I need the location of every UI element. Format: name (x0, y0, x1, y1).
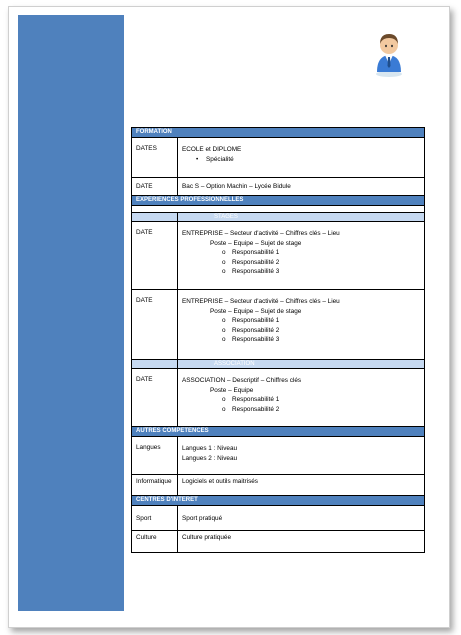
list-item: • Spécialité (196, 155, 234, 163)
row-label: DATE (132, 369, 178, 427)
section-header-formation: FORMATION (132, 128, 425, 138)
section-header-experiences: EXPERIENCES PROFESSIONNELLES (132, 196, 425, 206)
user-avatar-icon (374, 26, 404, 78)
section-header-centres: CENTRES D'INTERET (132, 496, 425, 506)
section-header-competences: AUTRES COMPETENCES (132, 427, 425, 437)
spacer-row (132, 206, 425, 213)
formation-row (132, 178, 425, 196)
experience-row (132, 222, 425, 290)
competence-row (132, 437, 425, 475)
cv-table (131, 127, 425, 553)
row-label: DATE (132, 222, 178, 290)
list-item: o Responsabilité 3 (222, 268, 280, 275)
row-content: Sport pratiqué (178, 506, 425, 531)
row-label: Informatique (132, 475, 178, 496)
row-label: Langues (132, 437, 178, 475)
experience-row (132, 290, 425, 360)
list-item: o Responsabilité 1 (222, 249, 280, 256)
interest-row (132, 531, 425, 553)
list-item: o Responsabilité 1 (222, 396, 280, 403)
position-line: Poste – Equipe – Sujet de stage (210, 239, 302, 247)
list-item: o Responsabilité 2 (222, 258, 280, 266)
association-row (132, 369, 425, 427)
row-content (178, 138, 425, 178)
position-line: Poste – Equipe (210, 386, 254, 394)
row-content: Logiciels et outils maitrisés (178, 475, 425, 496)
formation-title: Bac S – Option Machin – Lycée Bidule (178, 178, 425, 196)
row-content: Culture pratiquée (178, 531, 425, 553)
position-line: Poste – Equipe – Sujet de stage (210, 307, 302, 315)
formation-title: ECOLE et DIPLOME (182, 146, 242, 153)
company-line: ENTREPRISE – Secteur d'activité – Chiffres clés – Lieu (182, 298, 340, 305)
list-item: o Responsabilité 3 (222, 336, 280, 343)
row-label: DATE (132, 178, 178, 196)
list-item: o Responsabilité 2 (222, 326, 280, 334)
row-content: Langues 1 : Niveau Langues 2 : Niveau (178, 437, 425, 475)
formation-row (132, 138, 425, 178)
company-line: ENTREPRISE – Secteur d'activité – Chiffres clés – Lieu (182, 230, 340, 237)
bullet-marker: • (196, 155, 199, 163)
row-label: DATE (132, 290, 178, 360)
subsection-header-association: ASSOCIATION (178, 360, 425, 369)
row-label: DATES (132, 138, 178, 178)
association-line: ASSOCIATION – Descriptif – Chiffres clés (182, 377, 302, 384)
blue-sidebar (18, 15, 124, 611)
interest-row (132, 506, 425, 531)
row-content (178, 369, 425, 427)
row-label: Sport (132, 506, 178, 531)
row-label: Culture (132, 531, 178, 553)
subsection-header-stages: STAGES (178, 213, 425, 222)
row-content (178, 222, 425, 290)
row-content (178, 290, 425, 360)
list-item: o Responsabilité 2 (222, 405, 280, 413)
competence-row (132, 475, 425, 496)
list-item: o Responsabilité 1 (222, 317, 280, 324)
